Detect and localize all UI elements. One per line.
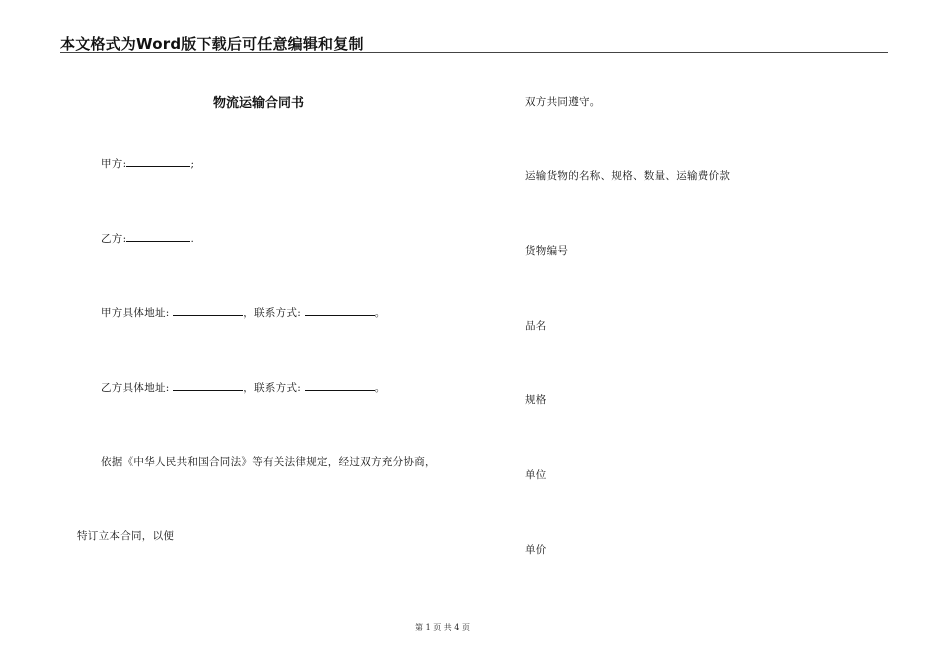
header-divider <box>60 52 888 53</box>
right-line-unit-price: 单价 <box>525 544 547 556</box>
party-b-address-end: 。 <box>374 382 386 394</box>
right-line-mutual-compliance: 双方共同遵守。 <box>525 96 601 108</box>
right-line-goods-heading: 运输货物的名称、规格、数量、运输费价款 <box>525 170 731 182</box>
party-b-label: 乙方: <box>101 233 127 245</box>
party-b-blank <box>126 230 190 242</box>
legal-basis-text: 依据《中华人民共和国合同法》等有关法律规定，经过双方充分协商， <box>101 456 436 468</box>
page-number-footer: 第 1 页 共 4 页 <box>415 623 470 632</box>
right-line-product-name: 品名 <box>525 320 547 332</box>
party-a-contact-label: ，联系方式: <box>243 307 302 319</box>
party-a-address-line <box>101 304 386 320</box>
party-a-line <box>101 155 194 171</box>
party-a-label: 甲方: <box>101 158 127 170</box>
right-line-goods-number: 货物编号 <box>525 245 569 257</box>
document-header-banner: 本文格式为Word版下载后可任意编辑和复制 <box>60 35 364 53</box>
party-a-contact-blank <box>305 304 375 316</box>
party-a-end: ; <box>190 158 195 170</box>
party-b-address-line <box>101 379 386 395</box>
party-b-end: . <box>190 233 195 245</box>
document-title: 物流运输合同书 <box>213 96 305 111</box>
party-b-contact-blank <box>305 379 375 391</box>
party-b-line <box>101 230 194 246</box>
party-a-blank <box>126 155 190 167</box>
party-a-address-blank <box>173 304 243 316</box>
right-line-unit: 单位 <box>525 469 547 481</box>
party-a-address-end: 。 <box>374 307 386 319</box>
party-b-address-blank <box>173 379 243 391</box>
right-line-specification: 规格 <box>525 394 547 406</box>
contract-continuation-text: 特订立本合同，以便 <box>77 530 175 542</box>
party-b-address-label: 乙方具体地址: <box>101 382 170 394</box>
party-a-address-label: 甲方具体地址: <box>101 307 170 319</box>
party-b-contact-label: ，联系方式: <box>243 382 302 394</box>
